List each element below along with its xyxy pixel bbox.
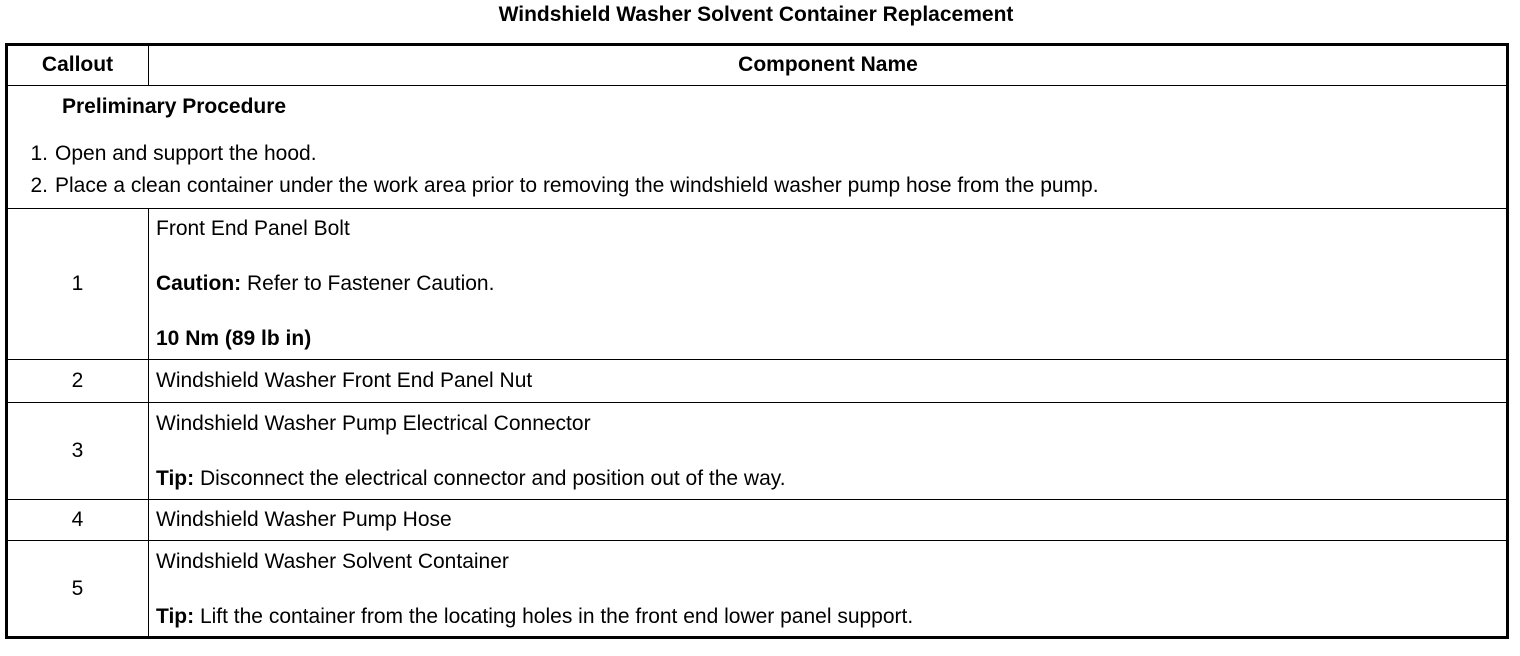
step-number: 2. bbox=[30, 174, 48, 197]
callout-cell: 2 bbox=[7, 360, 149, 403]
caution-label: Caution: bbox=[156, 272, 242, 295]
callout-cell: 1 bbox=[7, 209, 149, 360]
component-cell bbox=[149, 403, 1508, 500]
header-row bbox=[7, 45, 1508, 86]
page-title: Windshield Washer Solvent Container Replacement bbox=[498, 3, 1014, 26]
tip-label: Tip: bbox=[156, 604, 195, 628]
table-row bbox=[7, 500, 1508, 541]
preliminary-step bbox=[7, 138, 1507, 170]
component-cell bbox=[149, 500, 1508, 541]
procedure-table bbox=[6, 44, 1508, 638]
tip-label: Tip: bbox=[156, 466, 195, 490]
component-cell bbox=[149, 541, 1508, 638]
preliminary-procedure bbox=[7, 86, 1508, 209]
tip-note bbox=[156, 604, 1500, 630]
component-name: Front End Panel Bolt bbox=[156, 217, 350, 240]
preliminary-row bbox=[7, 86, 1508, 209]
component-name: Windshield Washer Pump Hose bbox=[156, 508, 452, 531]
component-name: Windshield Washer Pump Electrical Connector bbox=[156, 411, 591, 435]
component-name: Windshield Washer Solvent Container bbox=[156, 549, 509, 573]
caution-note bbox=[156, 271, 1500, 297]
step-number: 1. bbox=[30, 142, 48, 165]
tip-note bbox=[156, 466, 1500, 492]
callout-cell: 4 bbox=[7, 500, 149, 541]
callout-cell: 5 bbox=[7, 541, 149, 638]
table-row bbox=[7, 209, 1508, 360]
table-row bbox=[7, 360, 1508, 403]
preliminary-step bbox=[7, 170, 1507, 202]
component-name-header: Component Name bbox=[149, 45, 1508, 86]
step-text: Open and support the hood. bbox=[55, 142, 317, 165]
component-cell bbox=[149, 360, 1508, 403]
component-cell bbox=[149, 209, 1508, 360]
tip-text: Lift the container from the locating holes in the front end lower panel support. bbox=[194, 604, 914, 628]
caution-text: Refer to Fastener Caution. bbox=[241, 272, 495, 295]
torque-spec: 10 Nm (89 lb in) bbox=[156, 327, 312, 350]
callout-header: Callout bbox=[7, 45, 149, 86]
table-row bbox=[7, 541, 1508, 638]
preliminary-title: Preliminary Procedure bbox=[62, 95, 287, 118]
step-text: Place a clean container under the work area prior to removing the windshield washer pump hose from the pump. bbox=[55, 174, 1099, 197]
callout-cell: 3 bbox=[7, 403, 149, 500]
component-name: Windshield Washer Front End Panel Nut bbox=[156, 369, 533, 392]
table-row bbox=[7, 403, 1508, 500]
tip-text: Disconnect the electrical connector and position out of the way. bbox=[194, 466, 786, 490]
